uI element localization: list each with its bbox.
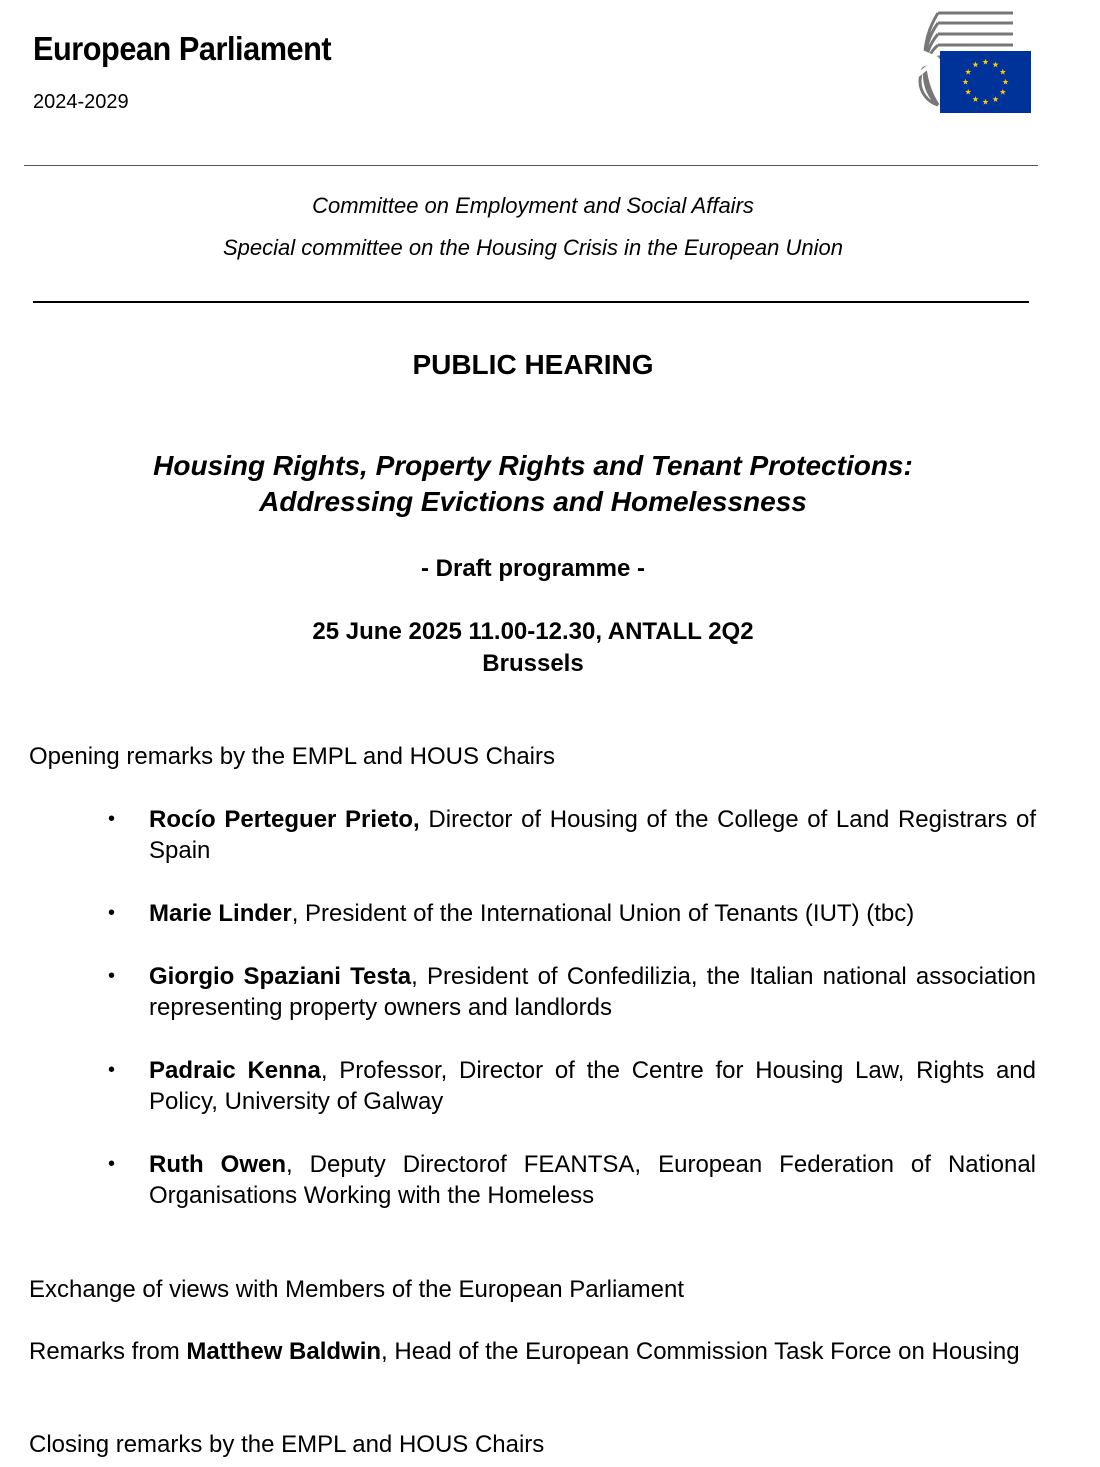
speaker-role: , Deputy Directorof FEANTSA, European Federation of National Organisations Working with the Homeless: [149, 1151, 1036, 1209]
commission-remarks: [29, 1336, 1036, 1367]
event-type: PUBLIC HEARING: [412, 349, 654, 380]
speaker-role: , President of Confedilizia, the Italian national association representing property owners and landlords: [149, 963, 1037, 1021]
bullet-icon: •: [108, 902, 116, 924]
speaker-item: [108, 1149, 1036, 1211]
date-and-venue: [0, 616, 1066, 680]
bullet-icon: •: [108, 1153, 116, 1175]
speaker-role: , President of the International Union of Tenants (IUT) (tbc): [291, 900, 915, 927]
city: Brussels: [482, 650, 584, 677]
speaker-item: [108, 1055, 1036, 1117]
bullet-icon: •: [108, 808, 116, 830]
speaker-item: [108, 898, 1036, 929]
opening-remarks: Opening remarks by the EMPL and HOUS Chairs: [29, 743, 555, 770]
remarks-speaker-name: Matthew Baldwin: [186, 1338, 382, 1365]
speaker-role: , Professor, Director of the Centre for Housing Law, Rights and Policy, University of Galway: [149, 1057, 1037, 1115]
hearing-title-line: Housing Rights, Property Rights and Tenant Protections:: [153, 450, 913, 481]
bullet-icon: •: [108, 965, 116, 987]
speaker-name: Rocío Perteguer Prieto,: [149, 806, 420, 833]
speaker-item: [108, 961, 1036, 1023]
header-divider: [24, 165, 1038, 166]
speaker-name: Marie Linder: [149, 900, 292, 927]
european-parliament-logo-icon: [833, 5, 1033, 117]
speaker-name: Padraic Kenna: [149, 1057, 321, 1084]
closing-remarks: Closing remarks by the EMPL and HOUS Chairs: [29, 1431, 545, 1458]
date-venue: 25 June 2025 11.00-12.30, ANTALL 2Q2: [312, 618, 754, 645]
speaker-item: [108, 804, 1036, 866]
bullet-icon: •: [108, 1059, 116, 1081]
speaker-role: Director of Housing of the College of Land Registrars of Spain: [149, 806, 1037, 864]
remarks-prefix: Remarks from: [29, 1338, 187, 1365]
parliamentary-term: 2024-2029: [33, 91, 129, 113]
programme-subtitle: - Draft programme -: [420, 555, 646, 582]
special-committee-name: Special committee on the Housing Crisis in the European Union: [223, 235, 843, 260]
committee-name: Committee on Employment and Social Affairs: [312, 193, 754, 218]
hearing-title: [0, 448, 1066, 520]
exchange-of-views: Exchange of views with Members of the European Parliament: [29, 1276, 684, 1303]
speaker-name: Ruth Owen: [149, 1151, 286, 1178]
remarks-role: , Head of the European Commission Task Force on Housing: [381, 1338, 1020, 1365]
speaker-name: Giorgio Spaziani Testa: [149, 963, 412, 990]
organisation-name: European Parliament: [33, 30, 332, 67]
committee-divider: [33, 301, 1029, 303]
speaker-list: [108, 804, 1036, 1243]
hearing-title-line: Addressing Evictions and Homelessness: [259, 486, 807, 517]
